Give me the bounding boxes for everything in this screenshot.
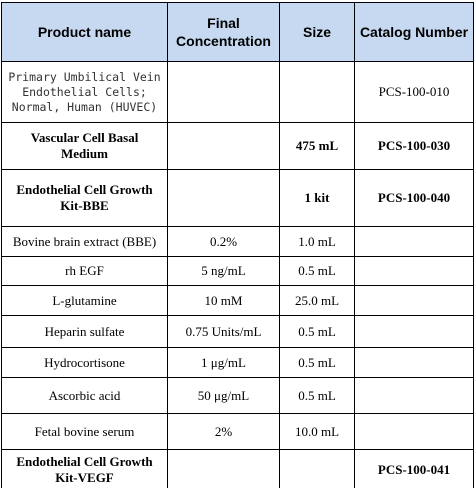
catalog-cell xyxy=(355,378,474,414)
size-cell: 25.0 mL xyxy=(280,286,355,316)
product-cell: L-glutamine xyxy=(2,286,168,316)
concentration-cell: 2% xyxy=(168,414,280,450)
table-row xyxy=(2,286,474,316)
product-cell: Primary Umbilical Vein Endothelial Cells; Normal, Human (HUVEC) xyxy=(2,62,168,123)
concentration-cell xyxy=(168,450,280,488)
catalog-cell: PCS-100-041 xyxy=(355,450,474,488)
concentration-cell xyxy=(168,123,280,170)
table-row xyxy=(2,378,474,414)
product-cell: Bovine brain extract (BBE) xyxy=(2,227,168,257)
table-row xyxy=(2,123,474,170)
catalog-cell: PCS-100-010 xyxy=(355,62,474,123)
concentration-cell xyxy=(168,170,280,227)
header-product-name: Product name xyxy=(2,3,168,62)
concentration-cell: 50 μg/mL xyxy=(168,378,280,414)
concentration-cell: 1 μg/mL xyxy=(168,348,280,378)
product-cell: Heparin sulfate xyxy=(2,316,168,348)
catalog-cell xyxy=(355,348,474,378)
header-size: Size xyxy=(280,3,355,62)
concentration-cell: 0.2% xyxy=(168,227,280,257)
catalog-cell xyxy=(355,286,474,316)
catalog-cell xyxy=(355,316,474,348)
catalog-cell xyxy=(355,257,474,286)
size-cell: 10.0 mL xyxy=(280,414,355,450)
product-cell: Endothelial Cell Growth Kit-BBE xyxy=(2,170,168,227)
table-row xyxy=(2,227,474,257)
size-cell: 475 mL xyxy=(280,123,355,170)
catalog-cell: PCS-100-040 xyxy=(355,170,474,227)
header-final-concentration: Final Concentration xyxy=(168,3,280,62)
size-cell: 0.5 mL xyxy=(280,378,355,414)
product-cell: Fetal bovine serum xyxy=(2,414,168,450)
product-cell: Vascular Cell Basal Medium xyxy=(2,123,168,170)
size-cell: 1 kit xyxy=(280,170,355,227)
size-cell: 1.0 mL xyxy=(280,227,355,257)
table-row xyxy=(2,348,474,378)
header-catalog-number: Catalog Number xyxy=(355,3,474,62)
concentration-cell: 10 mM xyxy=(168,286,280,316)
size-cell xyxy=(280,450,355,488)
size-cell: 0.5 mL xyxy=(280,257,355,286)
concentration-cell xyxy=(168,62,280,123)
table-row xyxy=(2,316,474,348)
concentration-cell: 5 ng/mL xyxy=(168,257,280,286)
table-row xyxy=(2,450,474,488)
size-cell xyxy=(280,62,355,123)
catalog-cell xyxy=(355,414,474,450)
table-row xyxy=(2,257,474,286)
product-cell: Endothelial Cell Growth Kit-VEGF xyxy=(2,450,168,488)
size-cell: 0.5 mL xyxy=(280,316,355,348)
table-row xyxy=(2,170,474,227)
concentration-cell: 0.75 Units/mL xyxy=(168,316,280,348)
catalog-cell: PCS-100-030 xyxy=(355,123,474,170)
product-table xyxy=(1,2,474,488)
size-cell: 0.5 mL xyxy=(280,348,355,378)
table-header-row xyxy=(2,3,474,62)
product-cell: rh EGF xyxy=(2,257,168,286)
table-row xyxy=(2,62,474,123)
product-cell: Hydrocortisone xyxy=(2,348,168,378)
catalog-cell xyxy=(355,227,474,257)
product-cell: Ascorbic acid xyxy=(2,378,168,414)
table-row xyxy=(2,414,474,450)
